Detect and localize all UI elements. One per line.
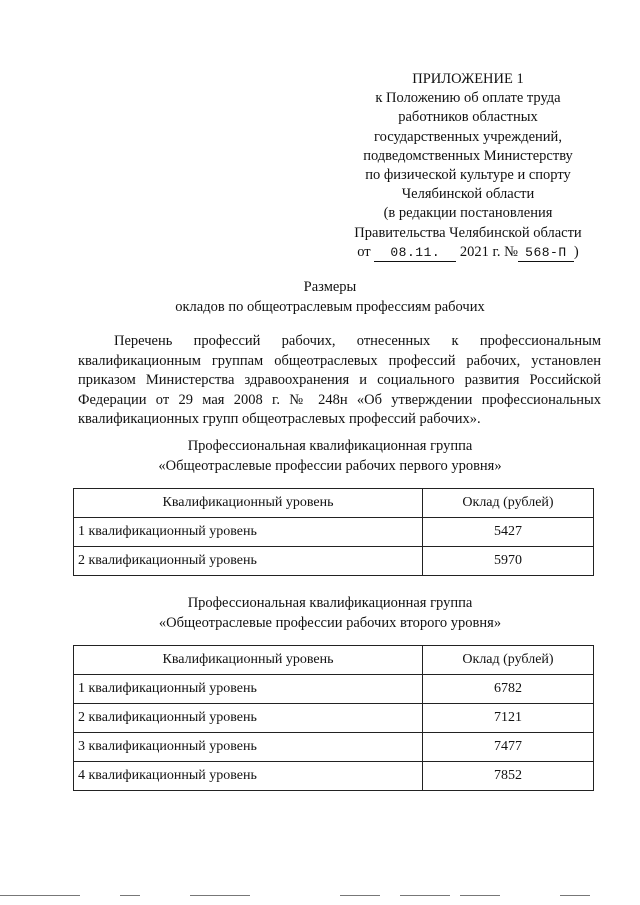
table-row	[74, 704, 594, 733]
group-caption-line-2: «Общеотраслевые профессии рабочих первого уровня»	[158, 457, 502, 474]
table-header-row	[74, 489, 594, 518]
appendix-line: к Положению об оплате труда	[375, 90, 561, 107]
closing-paren: )	[573, 243, 579, 260]
date-value: 08.11.	[374, 245, 456, 262]
number-value: 568-П	[518, 245, 574, 262]
table-row	[74, 675, 594, 704]
scan-artifact-line	[0, 895, 640, 898]
table-row	[74, 762, 594, 791]
group-caption-1	[60, 437, 600, 476]
row-level: 1 квалификационный уровень	[74, 675, 423, 704]
title-line-2: окладов по общеотраслевым профессиям рабочих	[175, 298, 485, 315]
appendix-line: по физической культуре и спорту	[365, 167, 571, 184]
title-line-1: Размеры	[303, 279, 357, 295]
group-caption-line-1: Профессиональная квалификационная группа	[187, 438, 473, 454]
header-salary: Оклад (рублей)	[423, 489, 594, 518]
salary-table-2	[73, 645, 594, 791]
row-level: 1 квалификационный уровень	[74, 518, 423, 547]
document-title	[60, 278, 600, 317]
appendix-date-line	[318, 243, 618, 262]
table-header-row	[74, 646, 594, 675]
year-text: 2021 г. №	[459, 243, 518, 260]
appendix-line: Правительства Челябинской области	[354, 224, 582, 241]
table-row	[74, 733, 594, 762]
group-caption-line-2: «Общеотраслевые профессии рабочих второго уровня»	[158, 614, 502, 631]
row-salary: 7121	[423, 704, 594, 733]
table-row	[74, 518, 594, 547]
row-salary: 7852	[423, 762, 594, 791]
row-salary: 5427	[423, 518, 594, 547]
header-level: Квалификационный уровень	[74, 646, 423, 675]
appendix-line: работников областных	[398, 109, 538, 126]
appendix-heading: ПРИЛОЖЕНИЕ 1	[412, 71, 524, 87]
group-caption-line-1: Профессиональная квалификационная группа	[187, 595, 473, 611]
row-level: 4 квалификационный уровень	[74, 762, 423, 791]
appendix-block	[318, 70, 618, 262]
appendix-line: (в редакции постановления	[383, 205, 553, 222]
table-row	[74, 547, 594, 576]
row-salary: 5970	[423, 547, 594, 576]
row-salary: 6782	[423, 675, 594, 704]
date-prefix: от	[357, 243, 371, 260]
row-level: 2 квалификационный уровень	[74, 704, 423, 733]
row-salary: 7477	[423, 733, 594, 762]
appendix-line: Челябинской области	[401, 186, 535, 203]
header-salary: Оклад (рублей)	[423, 646, 594, 675]
appendix-line: подведомственных Министерству	[363, 147, 573, 164]
row-level: 2 квалификационный уровень	[74, 547, 423, 576]
appendix-line: государственных учреждений,	[374, 128, 562, 145]
group-caption-2	[60, 594, 600, 633]
header-level: Квалификационный уровень	[74, 489, 423, 518]
row-level: 3 квалификационный уровень	[74, 733, 423, 762]
salary-table-1	[73, 488, 594, 576]
intro-paragraph: Перечень профессий рабочих, отнесенных к профессиональным квалификационным группам общеотраслевых профессий рабочих, установлен приказом Министерства здравоохранения и социального развития Российской Федерации от 29 мая 2008 г. № 248н «Об утверждении профессиональных квалификационных групп общеотраслевых профессий рабочих».	[78, 333, 601, 428]
